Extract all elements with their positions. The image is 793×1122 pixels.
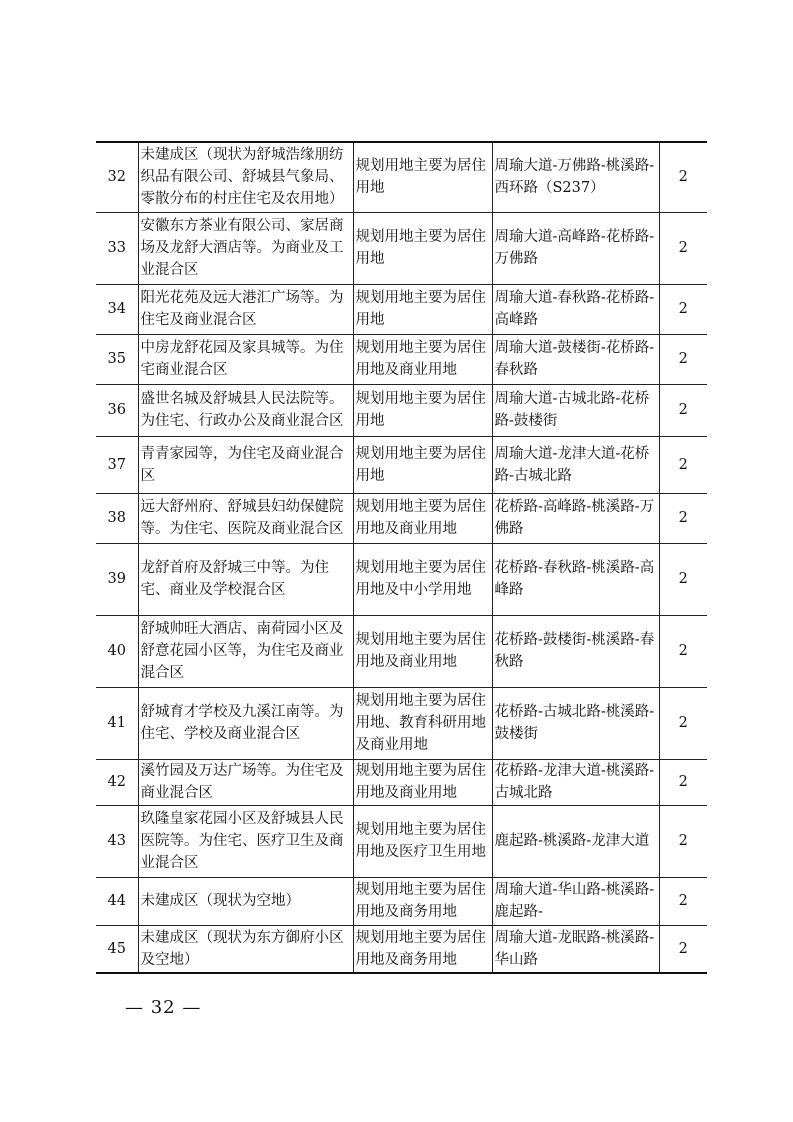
cell-number: 36	[96, 384, 138, 436]
cell-planned-use: 规划用地主要为居住用地	[353, 284, 492, 334]
cell-number: 38	[96, 493, 138, 543]
cell-level: 2	[659, 212, 707, 284]
cell-number: 35	[96, 334, 138, 384]
cell-level: 2	[659, 687, 707, 759]
cell-planned-use: 规划用地主要为居住用地及商务用地	[353, 877, 492, 925]
cell-level: 2	[659, 615, 707, 687]
cell-description: 龙舒首府及舒城三中等。为住宅、商业及学校混合区	[138, 543, 353, 615]
cell-number: 33	[96, 212, 138, 284]
table-row	[96, 805, 707, 877]
cell-planned-use: 规划用地主要为居住用地	[353, 436, 492, 493]
cell-description: 盛世名城及舒城县人民法院等。为住宅、行政办公及商业混合区	[138, 384, 353, 436]
table-row	[96, 877, 707, 925]
cell-boundary: 周瑜大道-龙津大道-花桥路-古城北路	[492, 436, 659, 493]
cell-description: 远大舒州府、舒城县妇幼保健院等。为住宅、医院及商业混合区	[138, 493, 353, 543]
table-row	[96, 212, 707, 284]
cell-boundary: 花桥路-古城北路-桃溪路-鼓楼街	[492, 687, 659, 759]
cell-planned-use: 规划用地主要为居住用地及中小学用地	[353, 543, 492, 615]
cell-level: 2	[659, 877, 707, 925]
cell-description: 阳光花苑及远大港汇广场等。为住宅及商业混合区	[138, 284, 353, 334]
cell-boundary: 花桥路-春秋路-桃溪路-高峰路	[492, 543, 659, 615]
cell-boundary: 周瑜大道-春秋路-花桥路-高峰路	[492, 284, 659, 334]
cell-boundary: 花桥路-龙津大道-桃溪路-古城北路	[492, 759, 659, 805]
table-row	[96, 687, 707, 759]
cell-planned-use: 规划用地主要为居住用地及医疗卫生用地	[353, 805, 492, 877]
table-row	[96, 334, 707, 384]
cell-boundary: 花桥路-高峰路-桃溪路-万佛路	[492, 493, 659, 543]
cell-boundary: 周瑜大道-古城北路-花桥路-鼓楼街	[492, 384, 659, 436]
cell-level: 2	[659, 334, 707, 384]
cell-boundary: 花桥路-鼓楼街-桃溪路-春秋路	[492, 615, 659, 687]
cell-level: 2	[659, 543, 707, 615]
cell-boundary: 周瑜大道-龙眠路-桃溪路-华山路	[492, 925, 659, 973]
table-row	[96, 925, 707, 973]
cell-planned-use: 规划用地主要为居住用地、教育科研用地及商业用地	[353, 687, 492, 759]
cell-level: 2	[659, 925, 707, 973]
cell-boundary: 周瑜大道-鼓楼街-花桥路-春秋路	[492, 334, 659, 384]
table-row	[96, 615, 707, 687]
cell-level: 2	[659, 759, 707, 805]
table-row	[96, 142, 707, 212]
cell-number: 44	[96, 877, 138, 925]
zoning-table	[96, 141, 707, 974]
table-row	[96, 493, 707, 543]
cell-boundary: 周瑜大道-万佛路-桃溪路-西环路（S237）	[492, 142, 659, 212]
cell-level: 2	[659, 142, 707, 212]
cell-boundary: 周瑜大道-高峰路-花桥路-万佛路	[492, 212, 659, 284]
cell-description: 青青家园等，为住宅及商业混合区	[138, 436, 353, 493]
cell-description: 舒城育才学校及九溪江南等。为住宅、学校及商业混合区	[138, 687, 353, 759]
cell-level: 2	[659, 384, 707, 436]
cell-level: 2	[659, 805, 707, 877]
cell-planned-use: 规划用地主要为居住用地	[353, 142, 492, 212]
cell-number: 43	[96, 805, 138, 877]
cell-level: 2	[659, 436, 707, 493]
cell-description: 未建成区（现状为东方御府小区及空地）	[138, 925, 353, 973]
cell-planned-use: 规划用地主要为居住用地及商业用地	[353, 615, 492, 687]
cell-planned-use: 规划用地主要为居住用地及商业用地	[353, 334, 492, 384]
cell-level: 2	[659, 284, 707, 334]
table-row	[96, 543, 707, 615]
cell-description: 安徽东方茶业有限公司、家居商场及龙舒大酒店等。为商业及工业混合区	[138, 212, 353, 284]
table-row	[96, 284, 707, 334]
table-row	[96, 384, 707, 436]
cell-number: 32	[96, 142, 138, 212]
cell-number: 34	[96, 284, 138, 334]
page-number: — 32 —	[125, 997, 202, 1018]
cell-number: 39	[96, 543, 138, 615]
cell-planned-use: 规划用地主要为居住用地及商业用地	[353, 759, 492, 805]
cell-planned-use: 规划用地主要为居住用地	[353, 384, 492, 436]
cell-number: 41	[96, 687, 138, 759]
table-row	[96, 436, 707, 493]
cell-level: 2	[659, 493, 707, 543]
cell-planned-use: 规划用地主要为居住用地	[353, 212, 492, 284]
cell-number: 42	[96, 759, 138, 805]
cell-description: 未建成区（现状为舒城浩缘朋纺织品有限公司、舒城县气象局、零散分布的村庄住宅及农用地）	[138, 142, 353, 212]
cell-description: 未建成区（现状为空地）	[138, 877, 353, 925]
cell-description: 玖隆皇家花园小区及舒城县人民医院等。为住宅、医疗卫生及商业混合区	[138, 805, 353, 877]
cell-number: 37	[96, 436, 138, 493]
cell-description: 舒城帅旺大酒店、南荷园小区及舒意花园小区等，为住宅及商业混合区	[138, 615, 353, 687]
cell-planned-use: 规划用地主要为居住用地及商务用地	[353, 925, 492, 973]
cell-planned-use: 规划用地主要为居住用地及商业用地	[353, 493, 492, 543]
cell-boundary: 周瑜大道-华山路-桃溪路-鹿起路-	[492, 877, 659, 925]
table-row	[96, 759, 707, 805]
table-body	[96, 142, 707, 973]
cell-number: 45	[96, 925, 138, 973]
cell-description: 溪竹园及万达广场等。为住宅及商业混合区	[138, 759, 353, 805]
cell-boundary: 鹿起路-桃溪路-龙津大道	[492, 805, 659, 877]
cell-description: 中房龙舒花园及家具城等。为住宅商业混合区	[138, 334, 353, 384]
cell-number: 40	[96, 615, 138, 687]
